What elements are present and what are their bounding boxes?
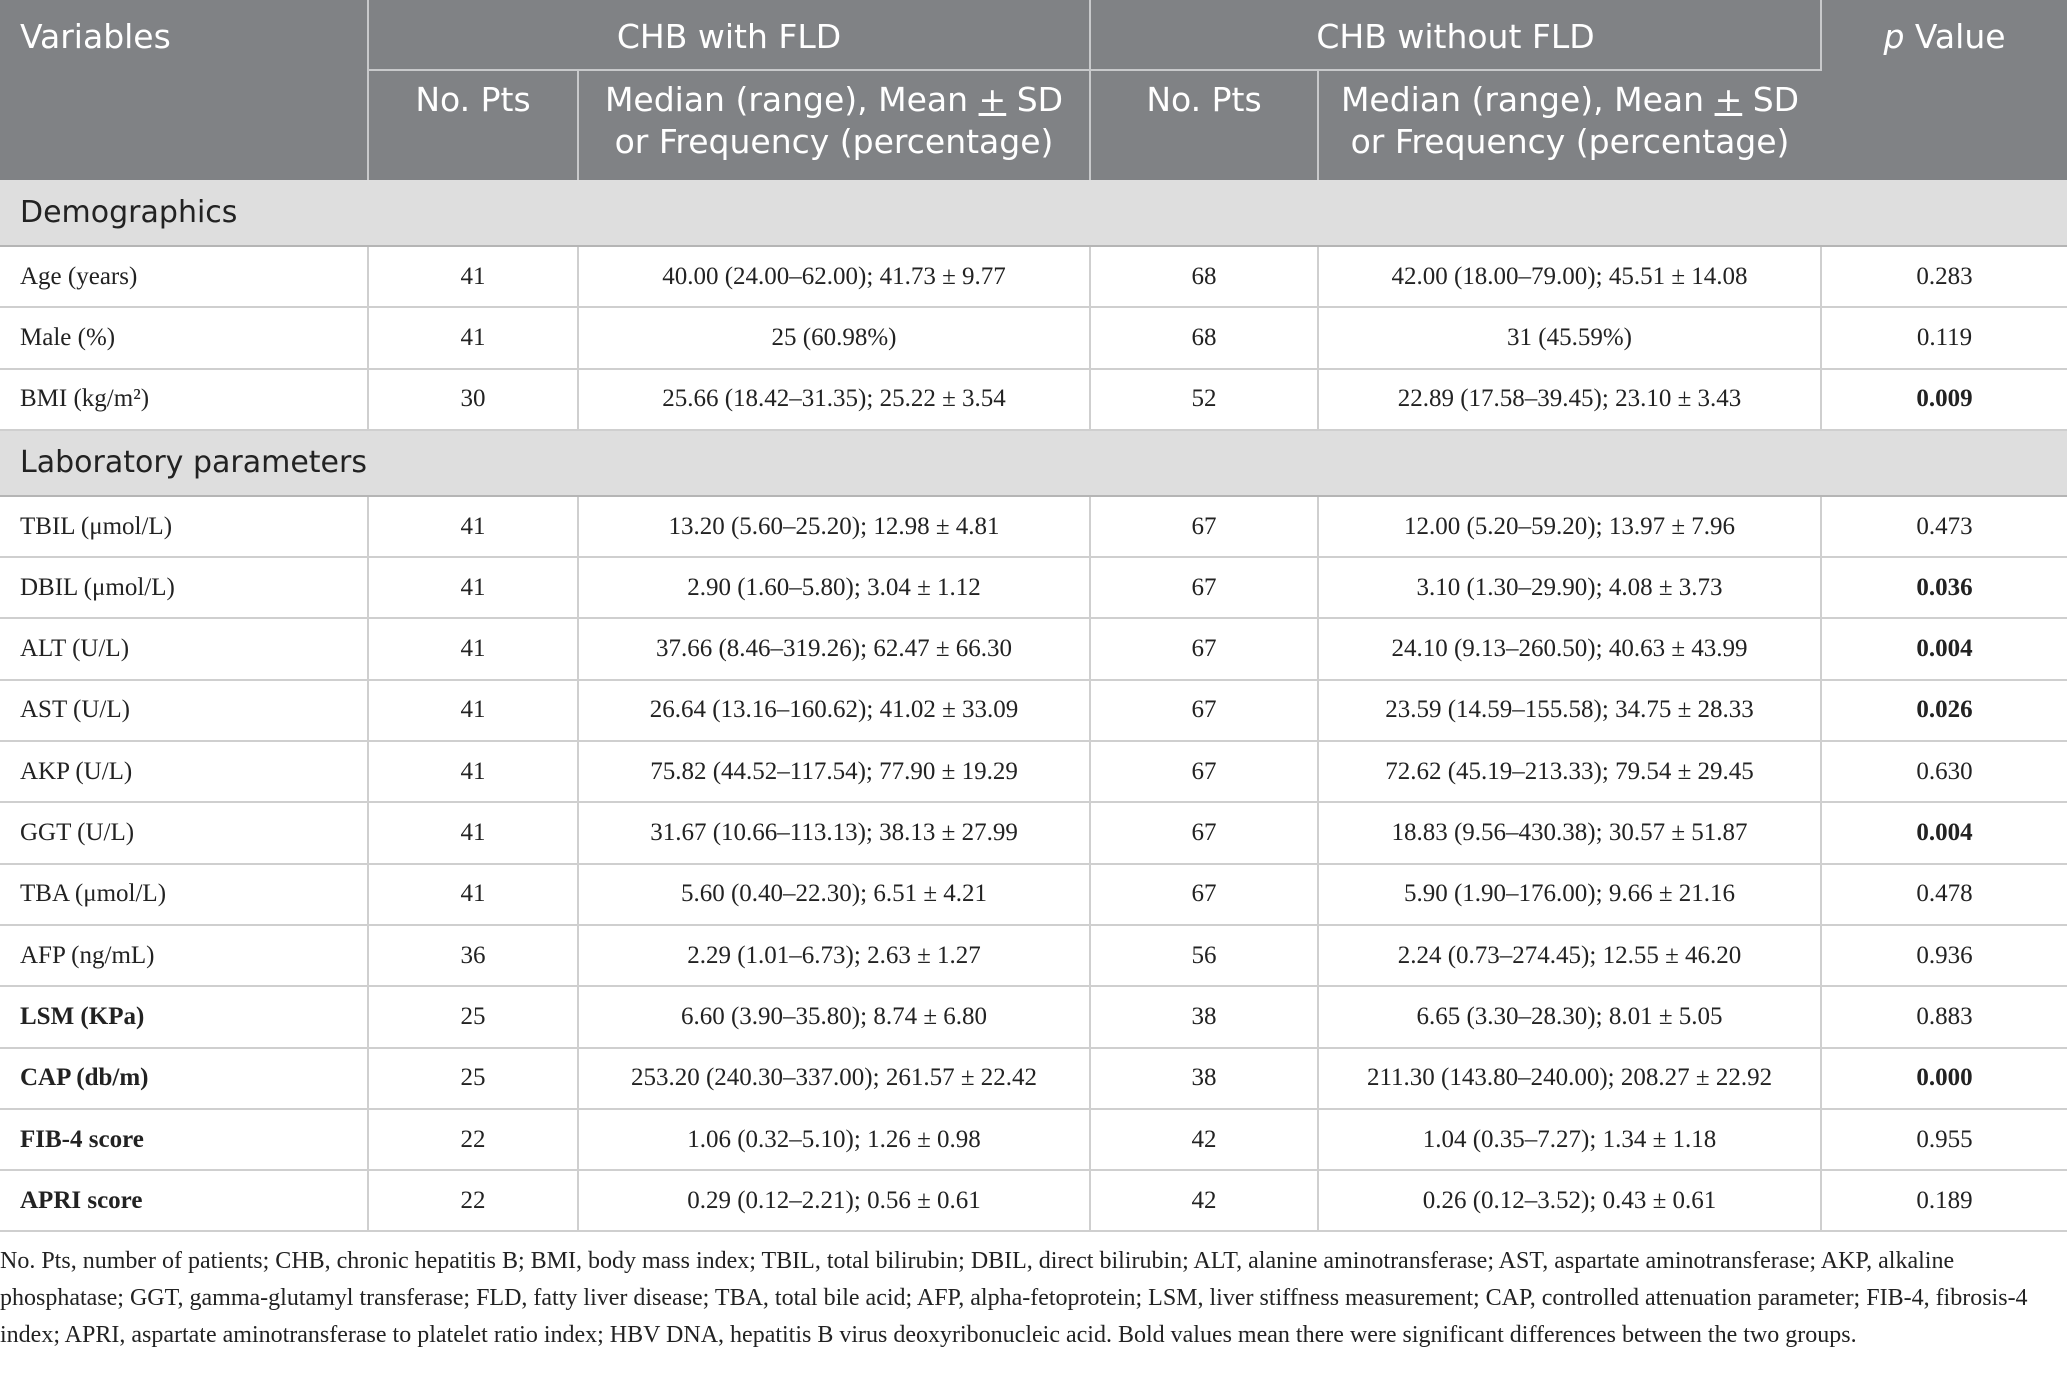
stat-without-fld-cell: 5.90 (1.90–176.00); 9.66 ± 21.16	[1318, 864, 1821, 925]
n-pts-with-fld-cell: 41	[368, 618, 578, 679]
stat-with-fld-cell: 25 (60.98%)	[578, 307, 1090, 368]
p-value-cell: 0.955	[1821, 1109, 2067, 1170]
stat-without-fld-cell: 18.83 (9.56–430.38); 30.57 ± 51.87	[1318, 802, 1821, 863]
table-row	[0, 1048, 2067, 1109]
p-value-cell: 0.936	[1821, 925, 2067, 986]
header-p-italic: p	[1883, 17, 1905, 56]
n-pts-without-fld-cell: 67	[1090, 618, 1318, 679]
table-row	[0, 741, 2067, 802]
header-stat-1	[578, 70, 1090, 180]
plus-minus-sign: +	[978, 80, 1007, 119]
var-cell: Male (%)	[0, 307, 368, 368]
stat-without-fld-cell: 31 (45.59%)	[1318, 307, 1821, 368]
stat-without-fld-cell: 22.89 (17.58–39.45); 23.10 ± 3.43	[1318, 369, 1821, 430]
n-pts-with-fld-cell: 41	[368, 864, 578, 925]
stat-without-fld-cell: 211.30 (143.80–240.00); 208.27 ± 22.92	[1318, 1048, 1821, 1109]
p-value-cell: 0.009	[1821, 369, 2067, 430]
header-no-pts-1: No. Pts	[368, 70, 578, 180]
n-pts-with-fld-cell: 41	[368, 496, 578, 557]
n-pts-without-fld-cell: 42	[1090, 1170, 1318, 1231]
n-pts-with-fld-cell: 30	[368, 369, 578, 430]
stat-with-fld-cell: 31.67 (10.66–113.13); 38.13 ± 27.99	[578, 802, 1090, 863]
p-value-cell: 0.630	[1821, 741, 2067, 802]
stat-with-fld-cell: 25.66 (18.42–31.35); 25.22 ± 3.54	[578, 369, 1090, 430]
n-pts-without-fld-cell: 67	[1090, 802, 1318, 863]
n-pts-without-fld-cell: 52	[1090, 369, 1318, 430]
n-pts-without-fld-cell: 38	[1090, 1048, 1318, 1109]
stat-without-fld-cell: 2.24 (0.73–274.45); 12.55 ± 46.20	[1318, 925, 1821, 986]
stat-with-fld-cell: 0.29 (0.12–2.21); 0.56 ± 0.61	[578, 1170, 1090, 1231]
header-group-without-fld: CHB without FLD	[1090, 0, 1821, 70]
n-pts-with-fld-cell: 41	[368, 307, 578, 368]
stat-with-fld-cell: 13.20 (5.60–25.20); 12.98 ± 4.81	[578, 496, 1090, 557]
n-pts-without-fld-cell: 68	[1090, 246, 1318, 307]
n-pts-with-fld-cell: 22	[368, 1170, 578, 1231]
n-pts-with-fld-cell: 25	[368, 986, 578, 1047]
var-cell: AKP (U/L)	[0, 741, 368, 802]
table-row	[0, 1170, 2067, 1231]
stat-with-fld-cell: 1.06 (0.32–5.10); 1.26 ± 0.98	[578, 1109, 1090, 1170]
table-row	[0, 369, 2067, 430]
stat-without-fld-cell: 6.65 (3.30–28.30); 8.01 ± 5.05	[1318, 986, 1821, 1047]
stat-line2: or Frequency (percentage)	[614, 122, 1054, 161]
p-value-cell: 0.004	[1821, 618, 2067, 679]
n-pts-without-fld-cell: 67	[1090, 557, 1318, 618]
n-pts-with-fld-cell: 41	[368, 741, 578, 802]
n-pts-with-fld-cell: 41	[368, 246, 578, 307]
plus-minus-sign: +	[1714, 80, 1743, 119]
header-variables: Variables	[0, 0, 368, 180]
stat-without-fld-cell: 0.26 (0.12–3.52); 0.43 ± 0.61	[1318, 1170, 1821, 1231]
stat-line1-a: Median (range), Mean	[604, 80, 979, 119]
section-title: Laboratory parameters	[0, 430, 2067, 496]
n-pts-without-fld-cell: 67	[1090, 680, 1318, 741]
p-value-cell: 0.883	[1821, 986, 2067, 1047]
stat-with-fld-cell: 75.82 (44.52–117.54); 77.90 ± 19.29	[578, 741, 1090, 802]
var-cell: TBA (μmol/L)	[0, 864, 368, 925]
stat-line1-b: SD	[1742, 80, 1800, 119]
var-cell: GGT (U/L)	[0, 802, 368, 863]
stat-without-fld-cell: 12.00 (5.20–59.20); 13.97 ± 7.96	[1318, 496, 1821, 557]
stat-line1-a: Median (range), Mean	[1340, 80, 1715, 119]
p-value-cell: 0.119	[1821, 307, 2067, 368]
table-row	[0, 496, 2067, 557]
var-cell: APRI score	[0, 1170, 368, 1231]
n-pts-without-fld-cell: 68	[1090, 307, 1318, 368]
stat-with-fld-cell: 2.29 (1.01–6.73); 2.63 ± 1.27	[578, 925, 1090, 986]
var-cell: LSM (KPa)	[0, 986, 368, 1047]
p-value-cell: 0.283	[1821, 246, 2067, 307]
var-cell: Age (years)	[0, 246, 368, 307]
table-row	[0, 802, 2067, 863]
stat-with-fld-cell: 2.90 (1.60–5.80); 3.04 ± 1.12	[578, 557, 1090, 618]
table-row	[0, 1109, 2067, 1170]
stat-with-fld-cell: 5.60 (0.40–22.30); 6.51 ± 4.21	[578, 864, 1090, 925]
stat-without-fld-cell: 3.10 (1.30–29.90); 4.08 ± 3.73	[1318, 557, 1821, 618]
n-pts-without-fld-cell: 67	[1090, 741, 1318, 802]
n-pts-without-fld-cell: 42	[1090, 1109, 1318, 1170]
table-row	[0, 925, 2067, 986]
var-cell: BMI (kg/m²)	[0, 369, 368, 430]
section-title: Demographics	[0, 180, 2067, 246]
var-cell: AST (U/L)	[0, 680, 368, 741]
stat-without-fld-cell: 1.04 (0.35–7.27); 1.34 ± 1.18	[1318, 1109, 1821, 1170]
n-pts-with-fld-cell: 41	[368, 680, 578, 741]
p-value-cell: 0.478	[1821, 864, 2067, 925]
section-row	[0, 180, 2067, 246]
p-value-cell: 0.189	[1821, 1170, 2067, 1231]
stat-line1-b: SD	[1006, 80, 1064, 119]
table-row	[0, 307, 2067, 368]
table-row	[0, 864, 2067, 925]
stat-with-fld-cell: 40.00 (24.00–62.00); 41.73 ± 9.77	[578, 246, 1090, 307]
stat-without-fld-cell: 72.62 (45.19–213.33); 79.54 ± 29.45	[1318, 741, 1821, 802]
stat-without-fld-cell: 42.00 (18.00–79.00); 45.51 ± 14.08	[1318, 246, 1821, 307]
table-body	[0, 180, 2067, 1231]
header-p-value	[1821, 0, 2067, 180]
header-p-rest: Value	[1904, 17, 2006, 56]
table-row	[0, 618, 2067, 679]
p-value-cell: 0.473	[1821, 496, 2067, 557]
n-pts-with-fld-cell: 41	[368, 802, 578, 863]
stat-line2: or Frequency (percentage)	[1350, 122, 1790, 161]
var-cell: CAP (db/m)	[0, 1048, 368, 1109]
p-value-cell: 0.026	[1821, 680, 2067, 741]
p-value-cell: 0.000	[1821, 1048, 2067, 1109]
var-cell: AFP (ng/mL)	[0, 925, 368, 986]
table-footnote: No. Pts, number of patients; CHB, chronic hepatitis B; BMI, body mass index; TBIL, total bilirubin; DBIL, direct bilirubin; ALT, alanine aminotransferase; AST, aspartate aminotransferase; AKP, alkaline phosphatase; GGT, gamma-glutamyl transferase; FLD, fatty liver disease; TBA, total bile acid; AFP, alpha-fetoprotein; LSM, liver stiffness measurement; CAP, controlled attenuation parameter; FIB-4, fibrosis-4 index; APRI, aspartate aminotransferase to platelet ratio index; HBV DNA, hepatitis B virus deoxyribonucleic acid. Bold values mean there were significant differences between the two groups.	[0, 1248, 2028, 1348]
n-pts-without-fld-cell: 56	[1090, 925, 1318, 986]
var-cell: ALT (U/L)	[0, 618, 368, 679]
n-pts-with-fld-cell: 22	[368, 1109, 578, 1170]
table-row	[0, 246, 2067, 307]
section-row	[0, 430, 2067, 496]
header-no-pts-2: No. Pts	[1090, 70, 1318, 180]
n-pts-with-fld-cell: 41	[368, 557, 578, 618]
p-value-cell: 0.004	[1821, 802, 2067, 863]
stat-with-fld-cell: 253.20 (240.30–337.00); 261.57 ± 22.42	[578, 1048, 1090, 1109]
p-value-cell: 0.036	[1821, 557, 2067, 618]
table-row	[0, 986, 2067, 1047]
var-cell: DBIL (μmol/L)	[0, 557, 368, 618]
var-cell: FIB-4 score	[0, 1109, 368, 1170]
stat-with-fld-cell: 6.60 (3.90–35.80); 8.74 ± 6.80	[578, 986, 1090, 1047]
stat-with-fld-cell: 26.64 (13.16–160.62); 41.02 ± 33.09	[578, 680, 1090, 741]
table-header	[0, 0, 2067, 180]
table-row	[0, 557, 2067, 618]
table-row	[0, 680, 2067, 741]
n-pts-without-fld-cell: 38	[1090, 986, 1318, 1047]
header-group-with-fld: CHB with FLD	[368, 0, 1090, 70]
var-cell: TBIL (μmol/L)	[0, 496, 368, 557]
header-stat-2	[1318, 70, 1821, 180]
n-pts-with-fld-cell: 36	[368, 925, 578, 986]
n-pts-with-fld-cell: 25	[368, 1048, 578, 1109]
stat-without-fld-cell: 24.10 (9.13–260.50); 40.63 ± 43.99	[1318, 618, 1821, 679]
n-pts-without-fld-cell: 67	[1090, 496, 1318, 557]
n-pts-without-fld-cell: 67	[1090, 864, 1318, 925]
stat-without-fld-cell: 23.59 (14.59–155.58); 34.75 ± 28.33	[1318, 680, 1821, 741]
stat-with-fld-cell: 37.66 (8.46–319.26); 62.47 ± 66.30	[578, 618, 1090, 679]
